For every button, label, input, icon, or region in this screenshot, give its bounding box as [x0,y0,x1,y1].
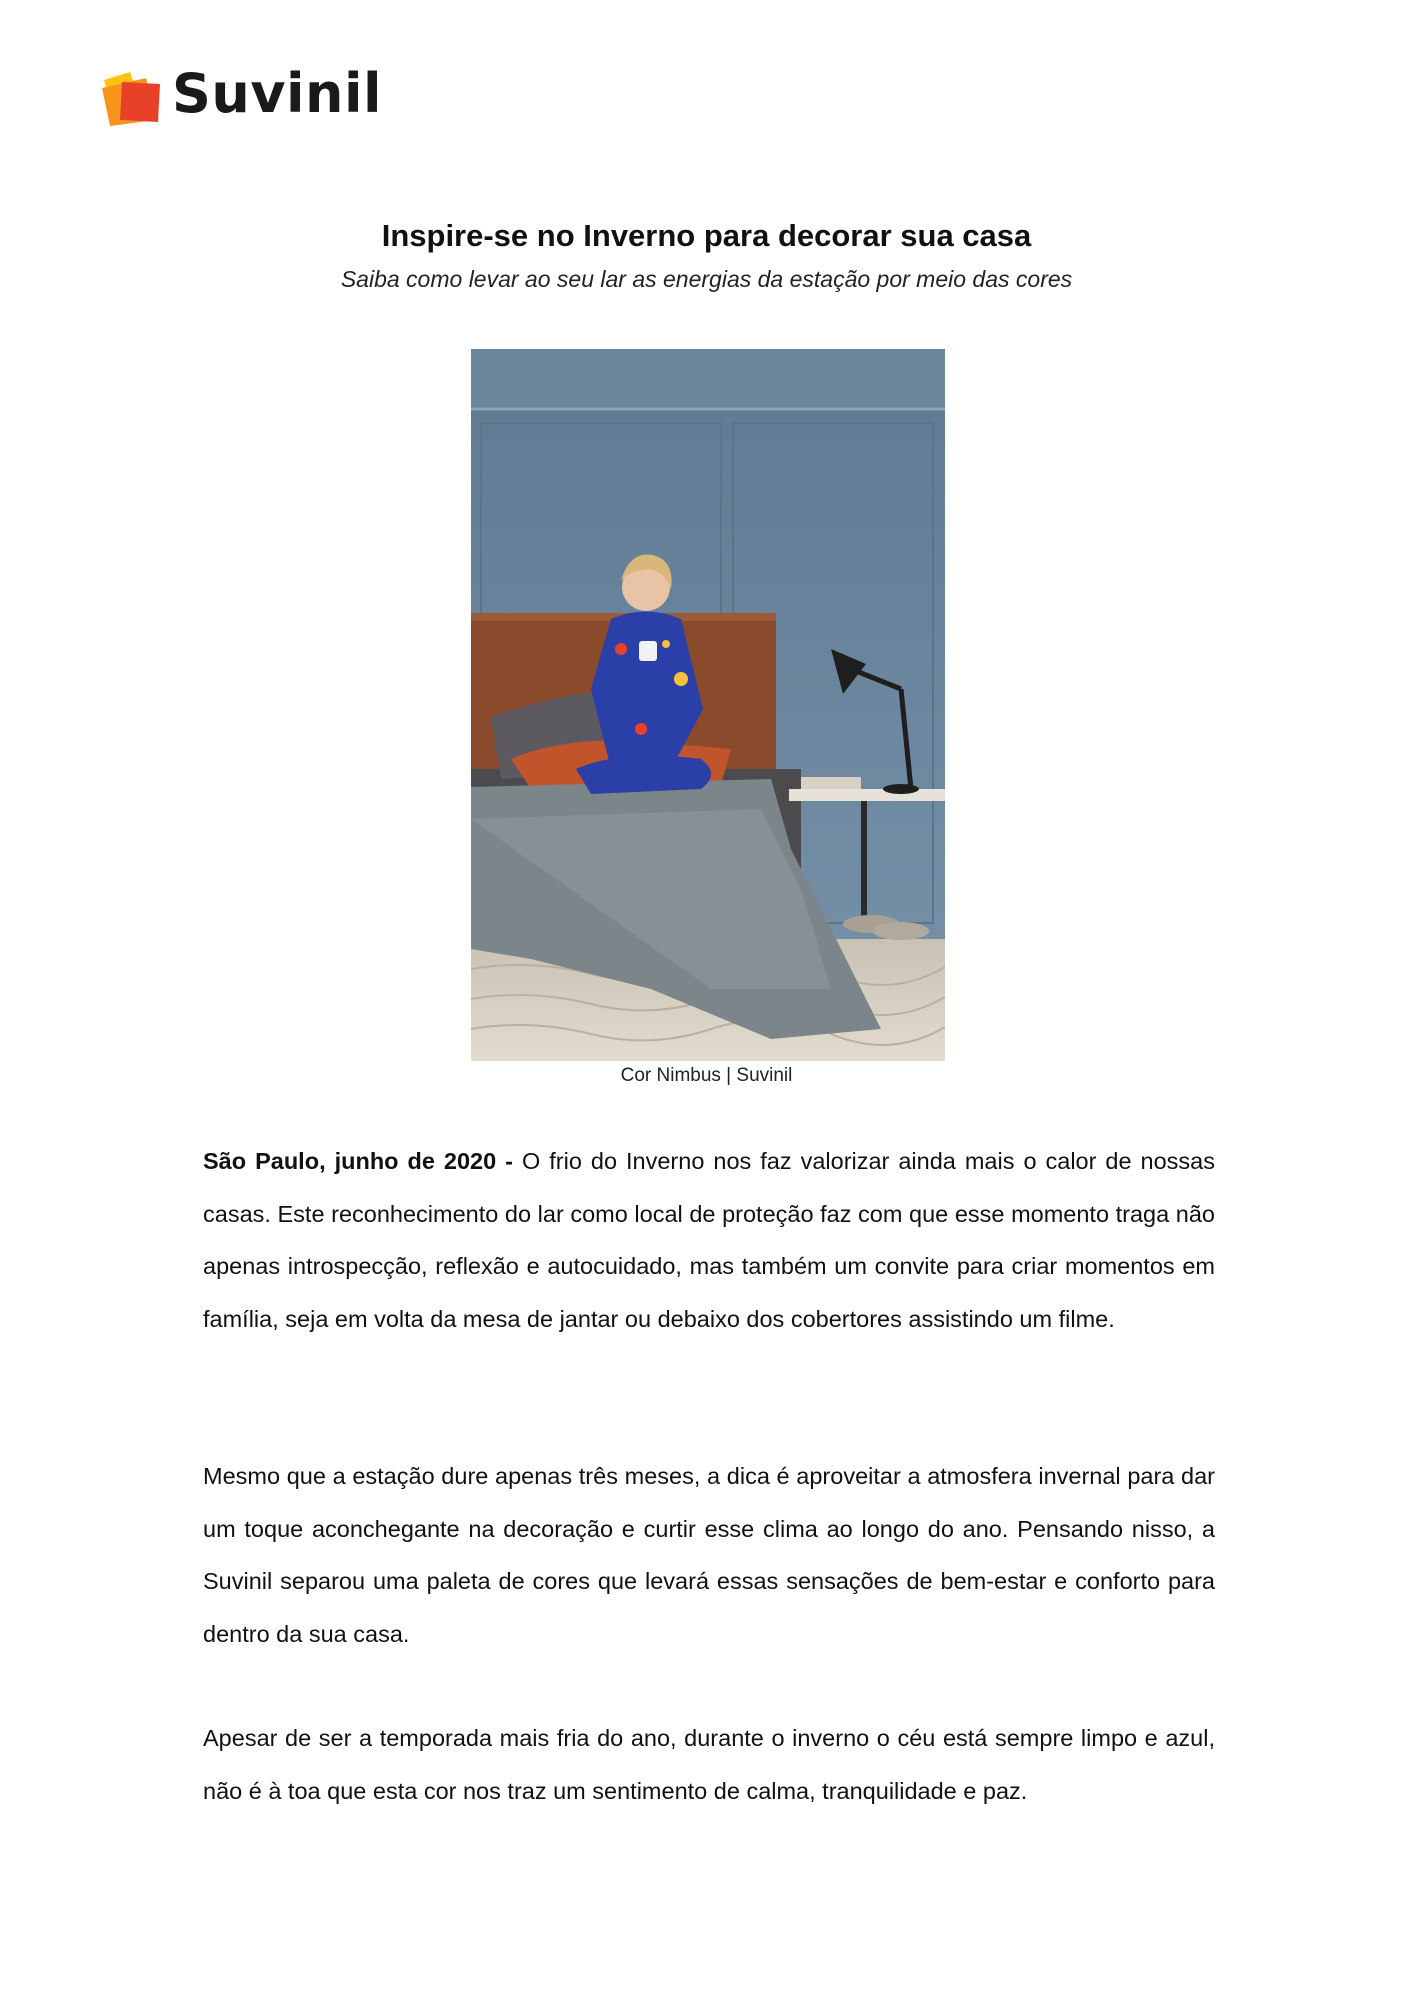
photo-caption: Cor Nimbus | Suvinil [620,1065,793,1086]
article-title: Inspire-se no Inverno para decorar sua casa [381,218,1032,253]
brand-name: Suvinil [172,62,383,125]
article-paragraph-2: Mesmo que a estação dure apenas três meses, a dica é aproveitar a atmosfera invernal para dar um toque aconchegante na decoração e curtir esse clima ao longo do ano. Pensando nisso, a Suvinil separou uma paleta de cores que levará essas sensações de bem-estar e conforto para dentro da sua casa. [203,1463,1215,1647]
article-subtitle: Saiba como levar ao seu lar as energias da estação por meio das cores [340,266,1073,292]
brand-logo [100,62,383,132]
photo-mug [639,641,657,661]
article-paragraph-1 [203,1135,1215,1345]
article-paragraph-3: Apesar de ser a temporada mais fria do ano, durante o inverno o céu está sempre limpo e azul, não é à toa que esta cor nos traz um sentimento de calma, tranquilidade e paz. [203,1725,1215,1804]
article-paragraph-1-text: O frio do Inverno nos faz valorizar ainda mais o calor de nossas casas. Este reconhecimento do lar como local de proteção faz com que esse momento traga não apenas introspecção, reflexão e autocuidado, mas também um convite para criar momentos em família, seja em volta da mesa de jantar ou debaixo dos cobertores assistindo um filme. [203,1148,1216,1332]
article-photo [471,349,945,1061]
article-dateline: São Paulo, junho de 2020 - [203,1148,514,1174]
photo-nightstand [789,789,945,801]
suvinil-logo-icon [100,70,164,128]
